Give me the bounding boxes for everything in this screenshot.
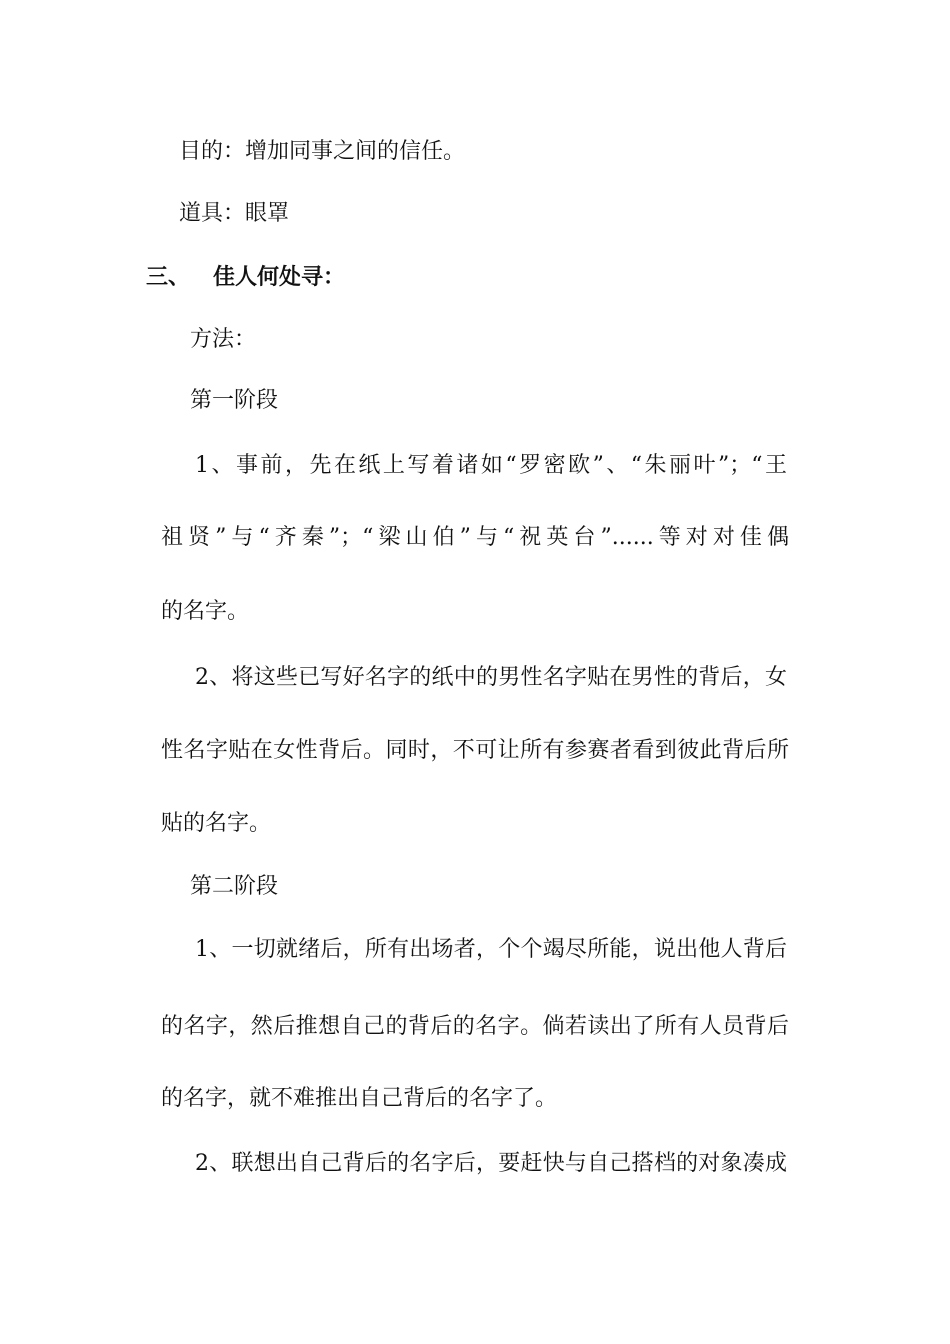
stage2-item1-line3: 的名字，就不难推出自己背后的名字了。 [161,1086,558,1111]
stage1-item1-line1: 1、事前，先在纸上写着诸如“罗密欧”、“朱丽叶”；“王 [195,453,787,478]
stage2-item1-line2: 的名字，然后推想自己的背后的名字。倘若读出了所有人员背后 [161,1014,789,1039]
stage2-item2-line1: 2、联想出自己背后的名字后，要赶快与自己搭档的对象凑成 [195,1151,787,1176]
stage1-item2-line2: 性名字贴在女性背后。同时，不可让所有参赛者看到彼此背后所 [161,738,789,763]
purpose-line: 目的：增加同事之间的信任。 [179,139,466,164]
section-title: 佳人何处寻： [213,265,346,290]
props-line: 道具：眼罩 [179,201,290,226]
stage1-item2-line1: 2、将这些已写好名字的纸中的男性名字贴在男性的背后，女 [195,665,787,690]
stage1-item2-line3: 贴的名字。 [161,811,272,836]
section-number: 三、 [146,265,191,290]
method-label: 方法： [190,327,257,352]
stage1-item1-line3: 的名字。 [161,599,250,624]
stage2-item1-line1: 1、一切就绪后，所有出场者，个个竭尽所能，说出他人背后 [195,937,787,962]
stage1-item1-line2: 祖贤”与“齐秦”；“梁山伯”与“祝英台”......等对对佳偶 [161,525,789,550]
stage2-label: 第二阶段 [190,874,279,899]
stage1-label: 第一阶段 [190,388,279,413]
